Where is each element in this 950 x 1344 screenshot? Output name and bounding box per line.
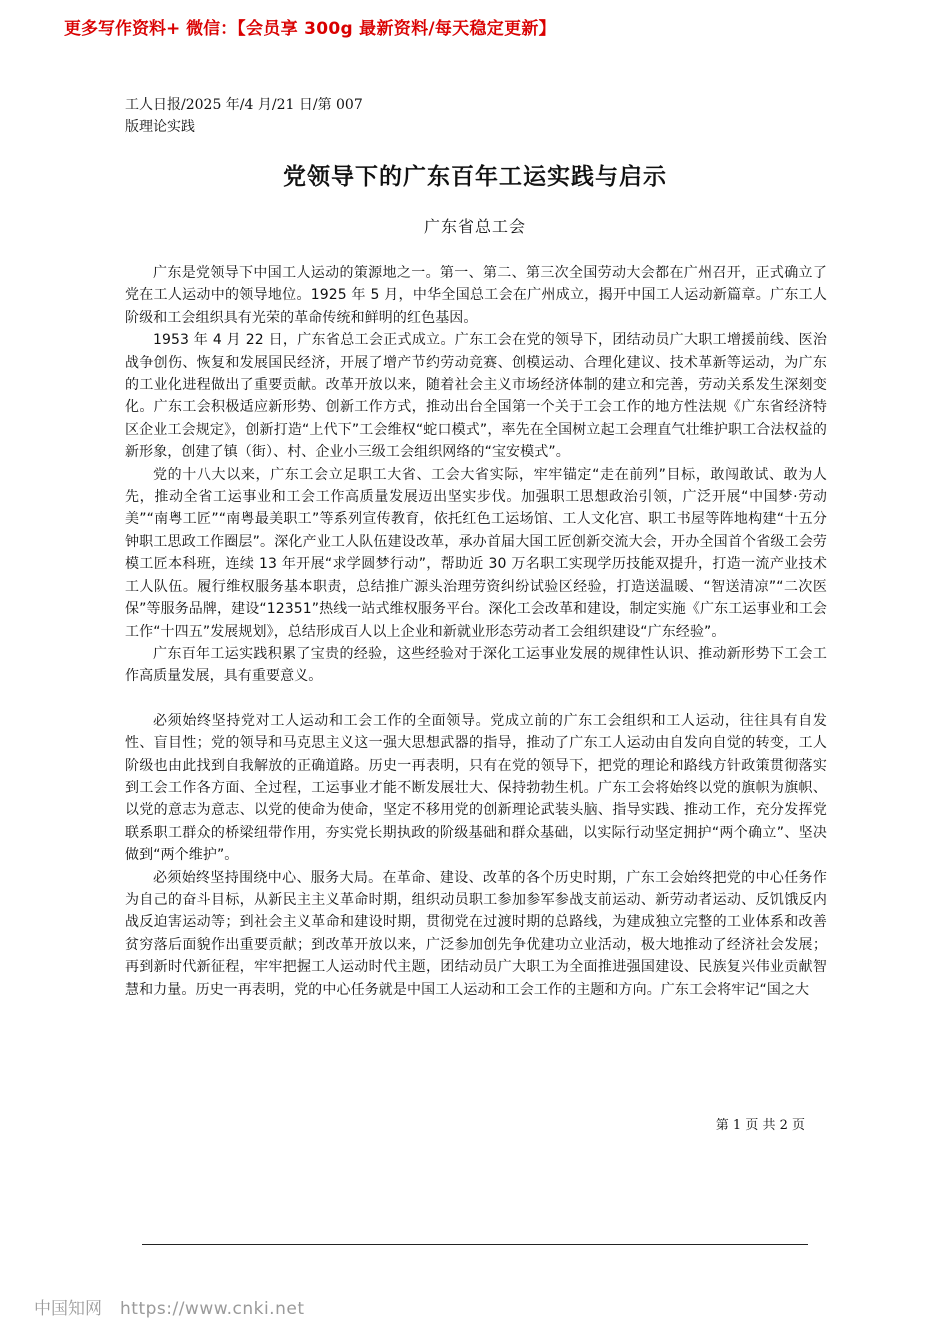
source-info <box>125 94 395 138</box>
paragraph: 必须始终坚持党对工人运动和工会工作的全面领导。党成立前的广东工会组织和工人运动，往往具有自发性、盲目性；党的领导和马克思主义这一强大思想武器的指导，推动了广东工人运动由自发向自觉的转变，工人阶级也由此找到自我解放的正确道路。历史一再表明，只有在党的领导下，把党的理论和路线方针政策贯彻落实到工会工作各方面、全过程，工运事业才能不断发展壮大、保持勃勃生机。广东工会将始终以党的旗帜为旗帜、以党的意志为意志、以党的使命为使命，坚定不移用党的创新理论武装头脑、指导实践、推动工作，充分发挥党联系职工群众的桥梁纽带作用，夯实党长期执政的阶级基础和群众基础，以实际行动坚定拥护“两个确立”、坚决做到“两个维护”。 <box>125 712 827 864</box>
paragraph: 广东百年工运实践积累了宝贵的经验，这些经验对于深化工运事业发展的规律性认识、推动新形势下工会工作高质量发展，具有重要意义。 <box>125 645 827 685</box>
article-body <box>125 262 827 1001</box>
footer-divider <box>142 1244 808 1245</box>
paragraph: 必须始终坚持围绕中心、服务大局。在革命、建设、改革的各个历史时期，广东工会始终把党的中心任务作为自己的奋斗目标，从新民主主义革命时期，组织动员职工参加参军参战支前运动、新劳动者运动、反饥饿反内战反迫害运动等；到社会主义革命和建设时期，贯彻党在过渡时期的总路线，为建成独立完整的工业体系和改善贫穷落后面貌作出重要贡献；到改革开放以来，广泛参加创先争优建功立业活动，极大地推动了经济社会发展；再到新时代新征程，牢牢把握工人运动时代主题，团结动员广大职工为全面推进强国建设、民族复兴伟业贡献智慧和力量。历史一再表明，党的中心任务就是中国工人运动和工会工作的主题和方向。广东工会将牢记“国之大 <box>125 869 827 998</box>
source-line-2: 版理论实践 <box>125 119 195 135</box>
watermark-brand: 中国知网 <box>34 1299 102 1319</box>
promo-banner-tail: 【会员享 300g 最新资料/每天稳定更新】 <box>237 19 556 39</box>
article-author: 广东省总工会 <box>423 217 526 236</box>
watermark-url: https://www.cnki.net <box>120 1299 305 1319</box>
cnki-watermark <box>34 1294 304 1319</box>
promo-banner <box>64 14 904 39</box>
source-line-1: 工人日报/2025 年/4 月/21 日/第 007 <box>125 97 363 113</box>
paragraph: 1953 年 4 月 22 日，广东省总工会正式成立。广东工会在党的领导下，团结动员广大职工增援前线、医治战争创伤、恢复和发展国民经济，开展了增产节约劳动竞赛、创模运动、合理化建议、技术革新等运动，为广东的工业化进程做出了重要贡献。改革开放以来，随着社会主义市场经济体制的建立和完善，劳动关系发生深刻变化。广东工会积极适应新形势、创新工作方式，推动出台全国第一个关于工会工作的地方性法规《广东省经济特区企业工会规定》，创新打造“上代下”工会维权“蛇口模式”，率先在全国树立起工会理直气壮维护职工合法权益的新形象，创建了镇（街）、村、企业小三级工会组织网络的“宝安模式”。 <box>125 332 827 461</box>
paragraph: 党的十八大以来，广东工会立足职工大省、工会大省实际，牢牢锚定“走在前列”目标，敢闯敢试、敢为人先，推动全省工运事业和工会工作高质量发展迈出坚实步伐。加强职工思想政治引领，广泛开展“中国梦·劳动美”“南粤工匠”“南粤最美职工”等系列宣传教育，依托红色工运场馆、工人文化宫、职工书屋等阵地构建“十五分钟职工思政工作圈层”。深化产业工人队伍建设改革，承办首届大国工匠创新交流大会，开办全国首个省级工会劳模工匠本科班，连续 13 年开展“求学圆梦行动”，帮助近 30 万名职工实现学历技能双提升，打造一流产业技术工人队伍。履行维权服务基本职责，总结推广源头治理劳资纠纷试验区经验，打造送温暖、“智送清凉”“二次医保”等服务品牌，建设“12351”热线一站式维权服务平台。深化工会改革和建设，制定实施《广东工运事业和工会工作“十四五”发展规划》，总结形成百人以上企业和新就业形态劳动者工会组织建设“广东经验”。 <box>125 466 827 640</box>
paragraph: 广东是党领导下中国工人运动的策源地之一。第一、第二、第三次全国劳动大会都在广州召开，正式确立了党在工人运动中的领导地位。1925 年 5 月，中华全国总工会在广州成立，揭开中国工人运动新篇章。广东工人阶级和工会组织具有光荣的革命传统和鲜明的红色基因。 <box>125 265 827 326</box>
article-title: 党领导下的广东百年工运实践与启示 <box>283 164 667 190</box>
promo-banner-prefix: 更多写作资料+ 微信： <box>64 19 238 39</box>
page-indicator: 第 1 页 共 2 页 <box>715 1118 805 1133</box>
